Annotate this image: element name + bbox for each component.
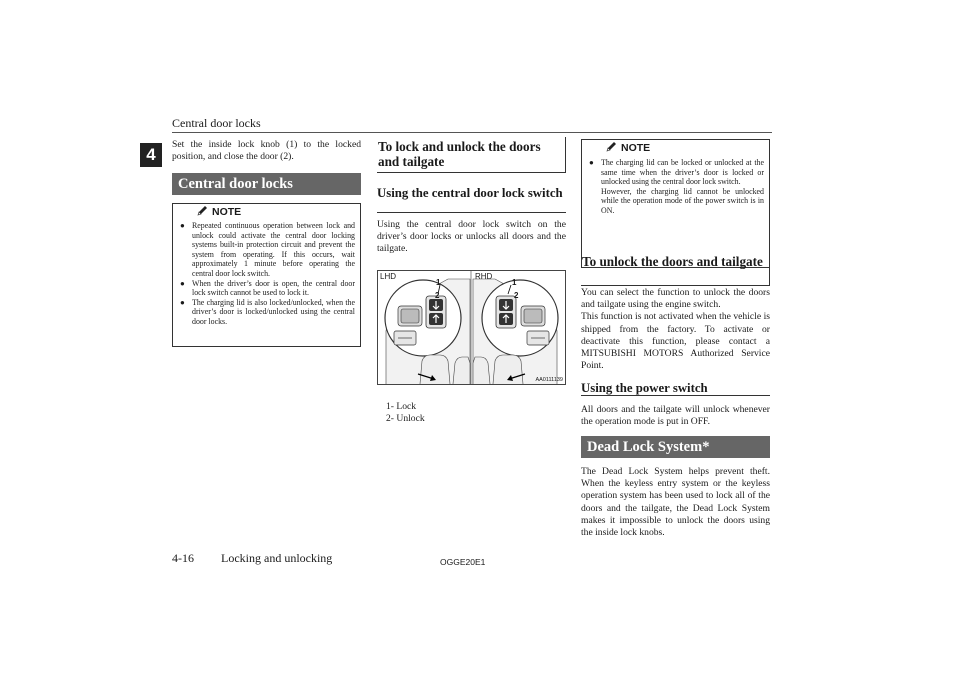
section-title-dead-lock: Dead Lock System* xyxy=(581,436,770,458)
figure-label-lhd: LHD xyxy=(380,272,397,281)
note-label: NOTE xyxy=(212,206,242,218)
callout-1-lhd: 1 xyxy=(436,278,441,287)
note-header xyxy=(582,140,769,155)
figure-code: AA0111139 xyxy=(535,377,563,383)
heading-unlock: To unlock the doors and tailgate xyxy=(582,254,763,269)
bullet-icon: ● xyxy=(180,278,185,288)
note-item: ● The charging lid is also locked/unlocked, when the driver’s door is locked/unlocked using the central door locks. xyxy=(180,297,355,326)
dead-lock-paragraph: The Dead Lock System helps prevent theft. When the keyless entry system or the keyless operation system has been used to lock all of the doors and the tailgate, the Dead Lock System makes it impossible to unlock the doors using the inside lock knobs. xyxy=(581,466,770,539)
unlock-paragraph-2: This function is not activated when the vehicle is shipped from the factory. To activate or deactivate this function, please contact a MITSUBISHI MOTORS Authorized Service Point. xyxy=(581,311,770,372)
heading-lock-unlock: To lock and unlock the doors and tailgate xyxy=(378,139,541,169)
doc-code: OGGE20E1 xyxy=(440,557,486,567)
callout-2-rhd: 2 xyxy=(514,291,519,300)
page-number: 4-16 xyxy=(172,551,194,565)
legend-item-lock: 1- Lock xyxy=(386,401,417,412)
note-label: NOTE xyxy=(621,142,651,154)
section-title-central-door-locks: Central door locks xyxy=(172,173,361,195)
bullet-icon: ● xyxy=(180,221,185,230)
note-header xyxy=(173,204,360,219)
chapter-tab: 4 xyxy=(140,143,162,167)
note-body xyxy=(173,219,360,327)
subheading-central-door-lock-switch: Using the central door lock switch xyxy=(377,187,566,213)
unlock-paragraph-1: You can select the function to unlock the doors and tailgate using the engine switch. xyxy=(581,287,770,311)
legend-item-unlock: 2- Unlock xyxy=(386,413,425,425)
figure-label-rhd: RHD xyxy=(475,272,493,281)
pencil-icon xyxy=(606,141,618,155)
intro-paragraph: Set the inside lock knob (1) to the locked position, and close the door (2). xyxy=(172,139,361,163)
callout-1-rhd: 1 xyxy=(512,278,517,287)
note-box-1 xyxy=(172,203,361,347)
subheading-power-switch: Using the power switch xyxy=(581,382,770,396)
heading-box-unlock xyxy=(581,254,770,286)
note-box-2 xyxy=(581,139,770,268)
note-item: ● The charging lid can be locked or unlocked at the same time when the driver’s door is locked or unlocked using the central door lock switch. However, the charging lid cannot be unlocked while the operation mode of the power switch is in ON. xyxy=(589,158,764,215)
note-item: ● Repeated continuous operation between lock and unlock could activate the central door locking systems built-in protection circuit and prevent the system from operating. If this occurs, wait approximately 1 minute before operating the central door lock switch. xyxy=(180,221,355,278)
pencil-icon xyxy=(197,205,209,219)
power-switch-paragraph: All doors and the tailgate will unlock whenever the operation mode is put in OFF. xyxy=(581,404,770,428)
bullet-icon: ● xyxy=(589,158,594,167)
header-rule xyxy=(172,132,772,133)
heading-box-lock-unlock xyxy=(377,137,566,173)
figure-legend xyxy=(386,401,556,425)
central-switch-paragraph: Using the central door lock switch on the driver’s door locks or unlocks all doors and the tailgate. xyxy=(377,219,566,255)
door-switch-illustration xyxy=(378,271,565,384)
note-item: ● When the driver’s door is open, the central door lock switch cannot be used to lock it. xyxy=(180,278,355,298)
unlock-paragraphs xyxy=(581,287,770,372)
running-head: Central door locks xyxy=(172,116,261,130)
chapter-title: Locking and unlocking xyxy=(221,551,333,565)
bullet-icon: ● xyxy=(180,297,185,307)
callout-2-lhd: 2 xyxy=(435,291,440,300)
note-body xyxy=(582,155,769,216)
door-switch-figure xyxy=(377,270,566,385)
